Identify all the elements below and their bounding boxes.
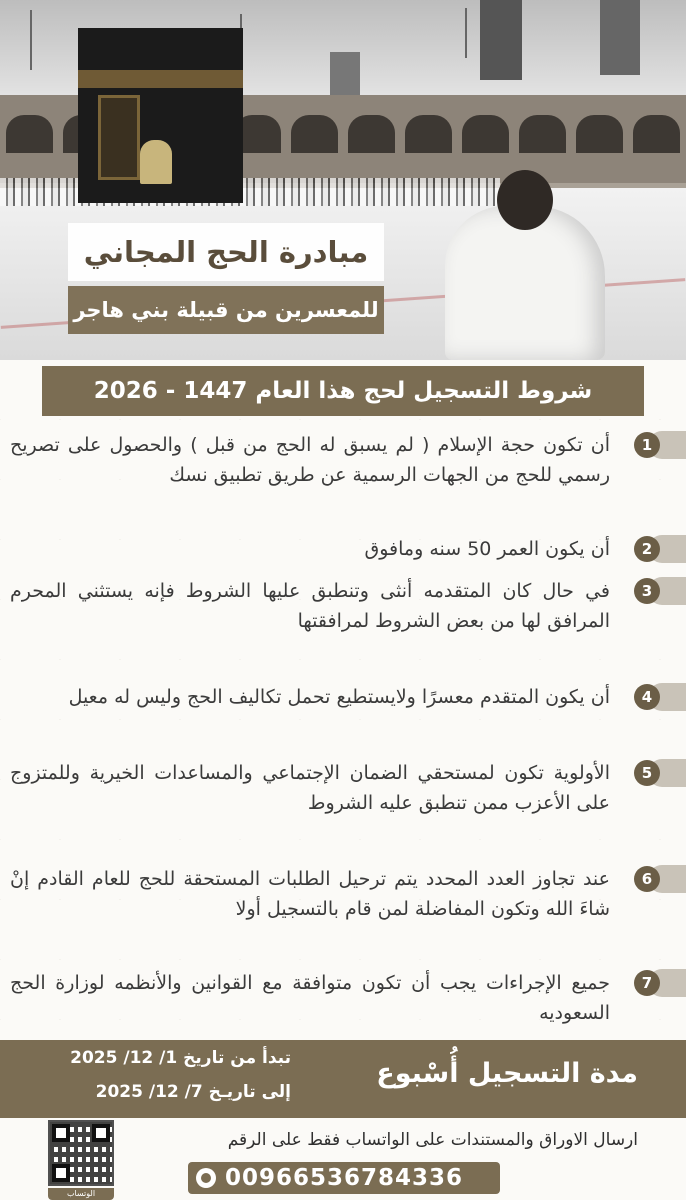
condition-text: أن تكون حجة الإسلام ( لم يسبق له الحج من قبل ) والحصول على تصريح رسمي للحج من الجهات الرسمية عن طريق تطبيق نسك — [10, 434, 610, 486]
condition-text: الأولوية تكون لمستحقي الضمان الإجتماعي والمساعدات الخيرية وللمتزوج على الأعزب ممن تنطبق عليه الشروط — [10, 762, 610, 814]
crane — [465, 8, 467, 58]
registration-period-bar — [0, 1040, 686, 1118]
phone-number: 00966536784336 — [224, 1165, 464, 1191]
page-subtitle: للمعسرين من قبيلة بني هاجر — [73, 298, 379, 322]
qr-finder — [92, 1124, 110, 1142]
kaaba-door — [98, 95, 140, 180]
condition-text: جميع الإجراءات يجب أن تكون متوافقة مع القوانين والأنظمه لوزارة الحج السعوديه — [10, 972, 610, 1024]
condition-number: 7 — [634, 970, 660, 996]
conditions-heading-bar — [42, 366, 644, 416]
phone-number-pill[interactable] — [188, 1162, 500, 1194]
crane — [30, 10, 32, 70]
maqam-ibrahim — [140, 140, 172, 184]
crowd — [0, 178, 500, 206]
condition-number: 4 — [634, 684, 660, 710]
condition-number: 1 — [634, 432, 660, 458]
condition-text: أن يكون المتقدم معسرًا ولايستطيع تحمل تكاليف الحج وليس له معيل — [68, 686, 610, 708]
registration-period-label: مدة التسجيل أُسْبوع — [376, 1058, 638, 1089]
qr-finder — [52, 1124, 70, 1142]
qr-label: الوتساب — [48, 1188, 114, 1200]
building — [330, 52, 360, 96]
subtitle-box — [68, 286, 384, 334]
contact-footer — [0, 1118, 686, 1200]
condition-number: 5 — [634, 760, 660, 786]
conditions-section — [0, 360, 686, 1040]
condition-text: أن يكون العمر 50 سنه ومافوق — [364, 538, 610, 560]
registration-start-date: تبدأ من تاريخ 1/ 12/ 2025 — [70, 1048, 291, 1068]
registration-end-date: إلى تاريـخ 7/ 12/ 2025 — [95, 1082, 291, 1102]
pilgrim-figure — [445, 170, 605, 360]
condition-number: 3 — [634, 578, 660, 604]
clock-tower — [480, 0, 522, 80]
kaaba-band — [78, 70, 243, 88]
title-box — [68, 223, 384, 281]
whatsapp-note: ارسال الاوراق والمستندات على الواتساب فقط على الرقم — [227, 1130, 638, 1150]
condition-number: 6 — [634, 866, 660, 892]
page-title: مبادرة الحج المجاني — [83, 235, 369, 269]
qr-finder — [52, 1164, 70, 1182]
building — [600, 0, 640, 75]
condition-text: في حال كان المتقدمه أنثى وتنطبق عليها الشروط فإنه يستثني المحرم المرافق لها من بعض الشروط لمرافقتها — [10, 580, 610, 632]
conditions-heading: شروط التسجيل لحج هذا العام 1447 - 2026 — [93, 378, 593, 404]
whatsapp-icon — [196, 1168, 216, 1188]
condition-number: 2 — [634, 536, 660, 562]
condition-text: عند تجاوز العدد المحدد يتم ترحيل الطلبات المستحقة للحج للعام القادم إنْ شاءَ الله وتكون المفاضلة لمن قام بالتسجيل أولا — [10, 868, 610, 920]
